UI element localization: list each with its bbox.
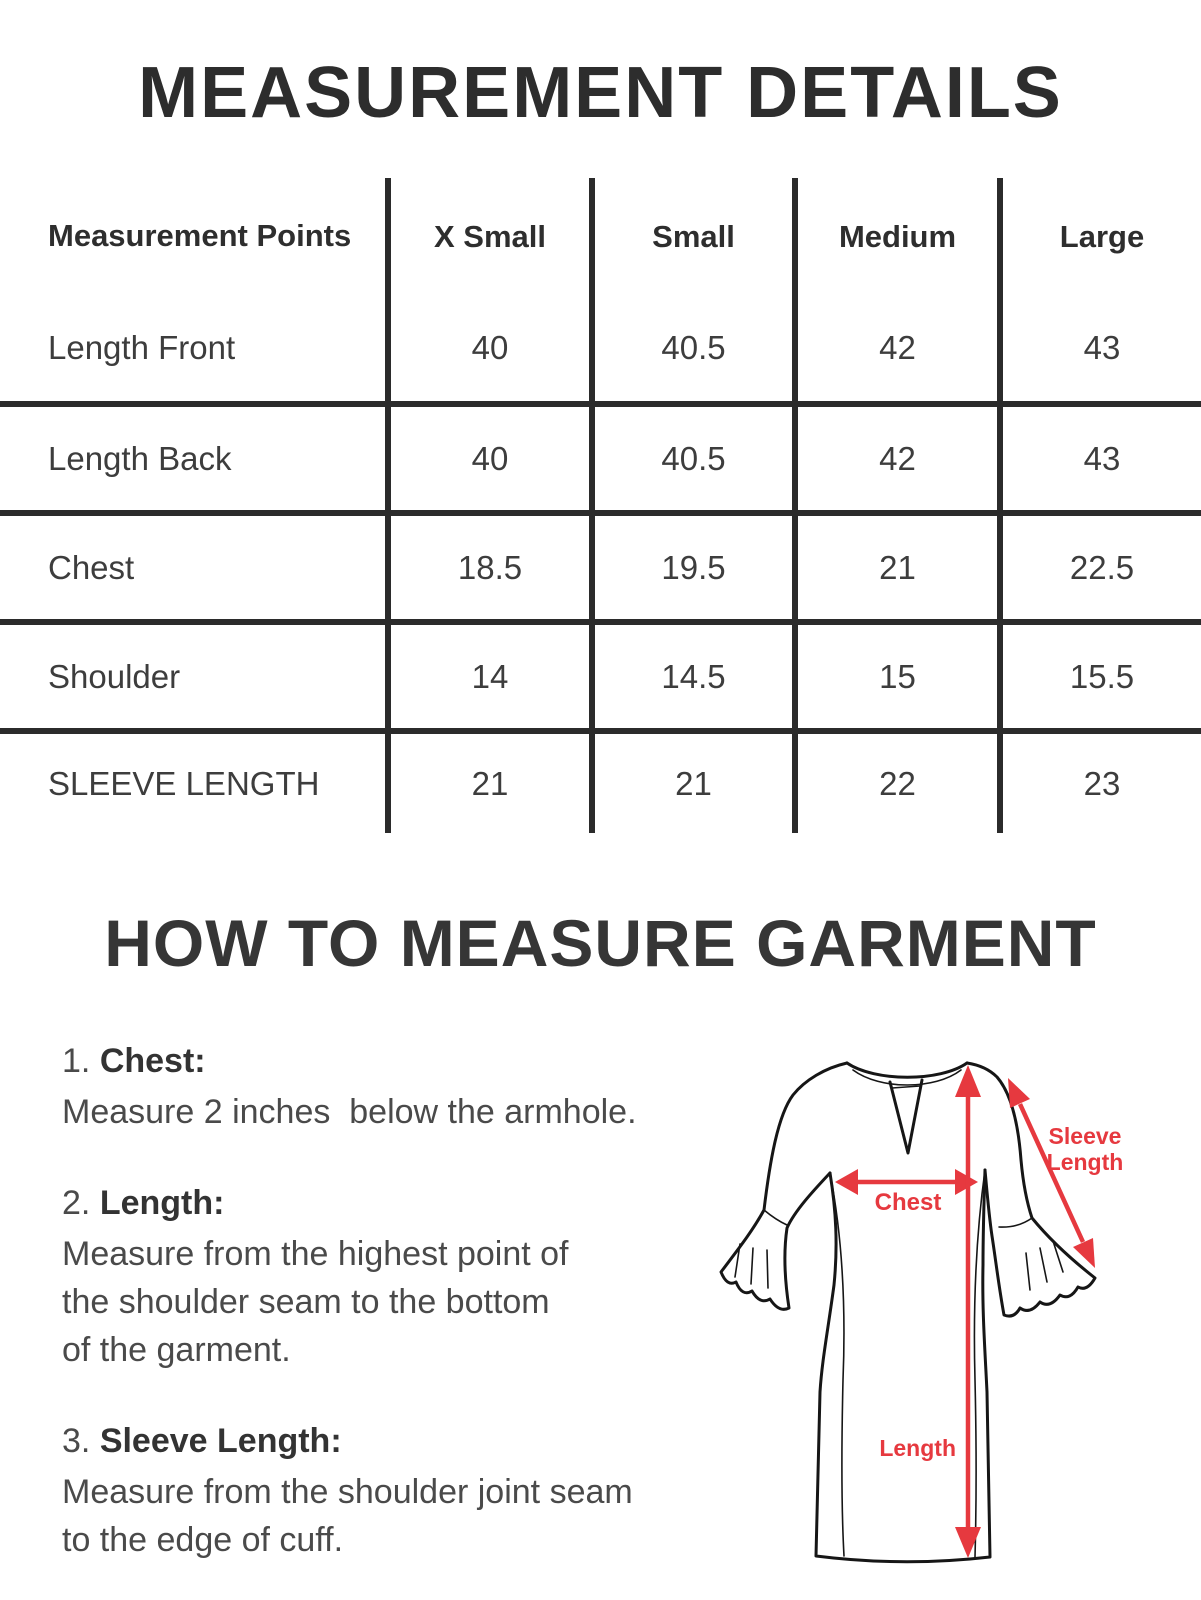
instruction-text: to the edge of cuff.	[62, 1521, 344, 1559]
cell-value: 40.5	[592, 295, 795, 404]
cell-value: 15	[795, 622, 1000, 731]
garment-seam-lines	[735, 1170, 1063, 1557]
garment-diagram	[690, 1020, 1201, 1600]
table-header-row	[0, 178, 1201, 295]
cell-value: 42	[795, 404, 1000, 513]
section-title: HOW TO MEASURE GARMENT	[104, 906, 1097, 980]
cell-value: 40	[388, 295, 592, 404]
instruction-text: the shoulder seam to the bottom	[62, 1283, 550, 1321]
cell-value: 22	[795, 731, 1000, 833]
sleeve-length-label-line1: Sleeve	[1048, 1123, 1122, 1149]
row-label: Chest	[0, 513, 388, 622]
table-row	[0, 731, 1201, 833]
instruction-heading	[62, 1038, 742, 1084]
instruction-heading	[62, 1180, 742, 1226]
column-header-small: Small	[592, 178, 795, 295]
instruction-term: Chest:	[99, 1042, 206, 1080]
instruction-number: 1.	[62, 1042, 91, 1080]
chest-label: Chest	[874, 1189, 942, 1216]
measurement-table	[0, 178, 1201, 833]
sleeve-length-label-line2: Length	[1046, 1149, 1124, 1175]
cell-value: 43	[1083, 329, 1121, 366]
cell-value: 21	[795, 513, 1000, 622]
cell-value: 43	[1083, 439, 1121, 477]
instruction-number: 2.	[62, 1184, 91, 1222]
cell-value: 21	[592, 731, 795, 833]
instruction-term: Sleeve Length:	[99, 1422, 342, 1460]
cell-value: 19.5	[592, 513, 795, 622]
measure-instructions	[62, 1038, 742, 1600]
table-row	[0, 513, 1201, 622]
instruction-text: Measure 2 inches below the armhole.	[62, 1093, 637, 1131]
length-label: Length	[879, 1435, 956, 1461]
instruction-text: Measure from the highest point of	[62, 1235, 569, 1273]
instruction-term: Length:	[99, 1184, 225, 1222]
cell-value: 18.5	[388, 513, 592, 622]
cell-value: 15.5	[1069, 657, 1135, 695]
instruction-text: of the garment.	[62, 1331, 291, 1369]
instruction-chest	[62, 1038, 742, 1136]
column-header-measurement-points: Measurement Points	[0, 178, 388, 295]
cell-value: 42	[795, 295, 1000, 404]
table-row	[0, 404, 1201, 513]
cell-value: 40.5	[592, 404, 795, 513]
garment-illustration	[690, 1020, 1201, 1600]
cell-value: 14.5	[592, 622, 795, 731]
cell-value: 23	[1083, 764, 1121, 802]
column-header-x-small: X Small	[388, 178, 592, 295]
instruction-number: 3.	[62, 1422, 91, 1460]
page-title: MEASUREMENT DETAILS	[138, 53, 1063, 133]
table-row	[0, 295, 1201, 404]
cell-value: 40	[388, 404, 592, 513]
instruction-length	[62, 1180, 742, 1374]
cell-value: 21	[388, 731, 592, 833]
instruction-heading	[62, 1418, 742, 1464]
cell-value: 14	[388, 622, 592, 731]
row-label: SLEEVE LENGTH	[0, 731, 388, 833]
row-label: Shoulder	[0, 622, 388, 731]
row-label: Length Back	[0, 404, 388, 513]
table-row	[0, 622, 1201, 731]
length-arrow	[955, 1065, 981, 1558]
column-header-large: Large	[1059, 218, 1145, 254]
row-label: Length Front	[0, 295, 388, 404]
instruction-sleeve-length	[62, 1418, 742, 1564]
garment-outline	[721, 1063, 1095, 1562]
cell-value: 22.5	[1069, 548, 1135, 586]
instruction-text: Measure from the shoulder joint seam	[62, 1473, 633, 1511]
column-header-medium: Medium	[795, 178, 1000, 295]
